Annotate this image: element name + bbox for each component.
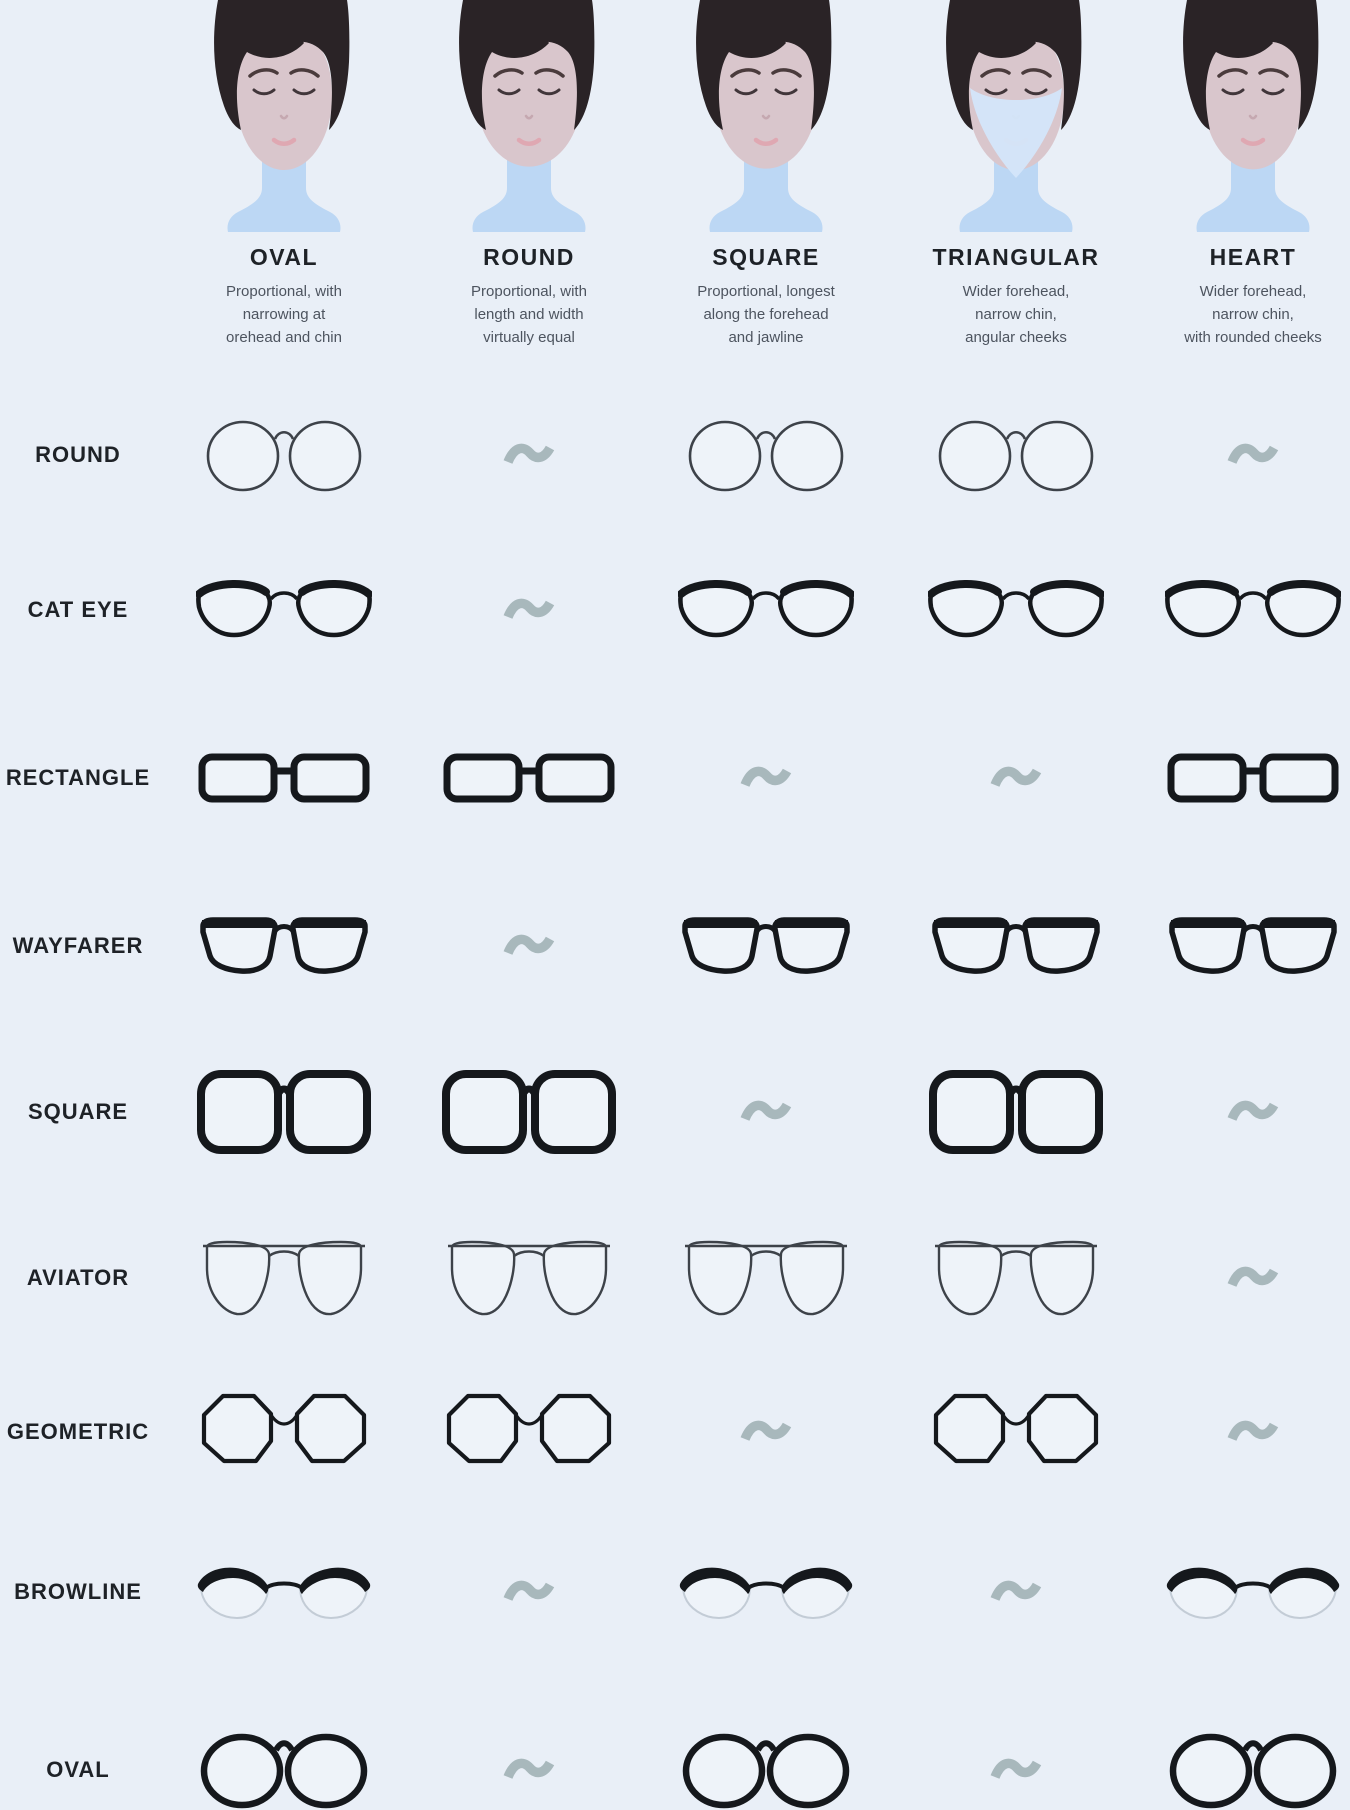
face-shape-title: ROUND bbox=[483, 244, 575, 270]
tilde-icon bbox=[503, 931, 555, 961]
description-line: and jawline bbox=[728, 329, 804, 346]
aviator-glasses-icon bbox=[444, 1236, 614, 1320]
frame-style-row-label: GEOMETRIC bbox=[6, 1419, 150, 1444]
face-shape-column-square bbox=[646, 0, 886, 349]
geometric-glasses-icon bbox=[441, 1391, 617, 1473]
square-face-illustration bbox=[646, 0, 886, 236]
heart-face-illustration bbox=[1133, 0, 1350, 236]
rectangle-glasses-icon bbox=[198, 752, 370, 804]
aviator-glasses-icon bbox=[199, 1236, 369, 1320]
round-face-illustration bbox=[409, 0, 649, 236]
description-line: with rounded cheeks bbox=[1184, 329, 1322, 346]
rectangle-glasses-icon bbox=[443, 752, 615, 804]
tilde-icon bbox=[1227, 1097, 1279, 1127]
browline-glasses-icon bbox=[1165, 1562, 1341, 1622]
frame-style-row-label: RECTANGLE bbox=[5, 765, 151, 790]
aviator-glasses-icon bbox=[681, 1236, 851, 1320]
oval-glasses-icon bbox=[198, 1730, 370, 1810]
face-shape-title: TRIANGULAR bbox=[932, 244, 1100, 270]
browline-glasses-icon bbox=[678, 1562, 854, 1622]
browline-glasses-icon bbox=[196, 1562, 372, 1622]
face-shape-description bbox=[896, 280, 1136, 349]
triangular-face-illustration bbox=[896, 0, 1136, 236]
face-shape-column-triangular bbox=[896, 0, 1136, 349]
square-glasses-icon bbox=[196, 1069, 372, 1155]
frame-style-row-label: CAT EYE bbox=[27, 597, 129, 622]
frame-style-row-label: OVAL bbox=[46, 1757, 110, 1782]
face-shape-description bbox=[164, 280, 404, 349]
frame-style-row-label: WAYFARER bbox=[12, 933, 144, 958]
description-line: angular cheeks bbox=[965, 329, 1067, 346]
description-line: narrowing at bbox=[242, 306, 326, 323]
face-shape-column-round bbox=[409, 0, 649, 349]
oval-face-illustration bbox=[164, 0, 404, 236]
cat-eye-glasses-icon bbox=[1165, 578, 1341, 642]
square-glasses-icon bbox=[441, 1069, 617, 1155]
tilde-icon bbox=[1227, 1263, 1279, 1293]
rectangle-glasses-icon bbox=[1167, 752, 1339, 804]
description-line: Proportional, with bbox=[226, 283, 342, 300]
face-shape-description bbox=[409, 280, 649, 349]
tilde-icon bbox=[990, 1755, 1042, 1785]
tilde-icon bbox=[503, 440, 555, 470]
round-glasses-icon bbox=[684, 417, 848, 493]
description-line: narrow chin, bbox=[975, 306, 1057, 323]
tilde-icon bbox=[990, 1577, 1042, 1607]
description-line: Proportional, with bbox=[471, 283, 587, 300]
frame-style-row-label: BROWLINE bbox=[14, 1579, 142, 1604]
cat-eye-glasses-icon bbox=[678, 578, 854, 642]
face-shape-description bbox=[646, 280, 886, 349]
frame-style-row-label: SQUARE bbox=[27, 1099, 129, 1124]
tilde-icon bbox=[740, 1097, 792, 1127]
tilde-icon bbox=[990, 763, 1042, 793]
face-shape-title: OVAL bbox=[249, 244, 319, 270]
round-glasses-icon bbox=[202, 417, 366, 493]
tilde-icon bbox=[740, 1417, 792, 1447]
wayfarer-glasses-icon bbox=[681, 916, 851, 976]
round-glasses-icon bbox=[934, 417, 1098, 493]
description-line: Wider forehead, bbox=[1199, 283, 1307, 300]
description-line: along the forehead bbox=[703, 306, 829, 323]
geometric-glasses-icon bbox=[196, 1391, 372, 1473]
square-glasses-icon bbox=[928, 1069, 1104, 1155]
cat-eye-glasses-icon bbox=[196, 578, 372, 642]
face-shape-title: HEART bbox=[1209, 244, 1297, 270]
frame-style-row-label: AVIATOR bbox=[26, 1265, 130, 1290]
cat-eye-glasses-icon bbox=[928, 578, 1104, 642]
face-shape-description bbox=[1133, 280, 1350, 349]
description-line: orehead and chin bbox=[226, 329, 342, 346]
tilde-icon bbox=[740, 763, 792, 793]
description-line: Wider forehead, bbox=[962, 283, 1070, 300]
tilde-icon bbox=[1227, 440, 1279, 470]
aviator-glasses-icon bbox=[931, 1236, 1101, 1320]
oval-glasses-icon bbox=[680, 1730, 852, 1810]
wayfarer-glasses-icon bbox=[931, 916, 1101, 976]
face-shape-column-oval bbox=[164, 0, 404, 349]
wayfarer-glasses-icon bbox=[1168, 916, 1338, 976]
face-shape-title: SQUARE bbox=[712, 244, 820, 270]
wayfarer-glasses-icon bbox=[199, 916, 369, 976]
description-line: Proportional, longest bbox=[697, 283, 835, 300]
geometric-glasses-icon bbox=[928, 1391, 1104, 1473]
tilde-icon bbox=[503, 595, 555, 625]
oval-glasses-icon bbox=[1167, 1730, 1339, 1810]
description-line: virtually equal bbox=[483, 329, 575, 346]
description-line: length and width bbox=[474, 306, 584, 323]
description-line: narrow chin, bbox=[1212, 306, 1294, 323]
face-shape-column-heart bbox=[1133, 0, 1350, 349]
tilde-icon bbox=[503, 1577, 555, 1607]
frame-style-row-label: ROUND bbox=[35, 442, 121, 467]
tilde-icon bbox=[503, 1755, 555, 1785]
tilde-icon bbox=[1227, 1417, 1279, 1447]
